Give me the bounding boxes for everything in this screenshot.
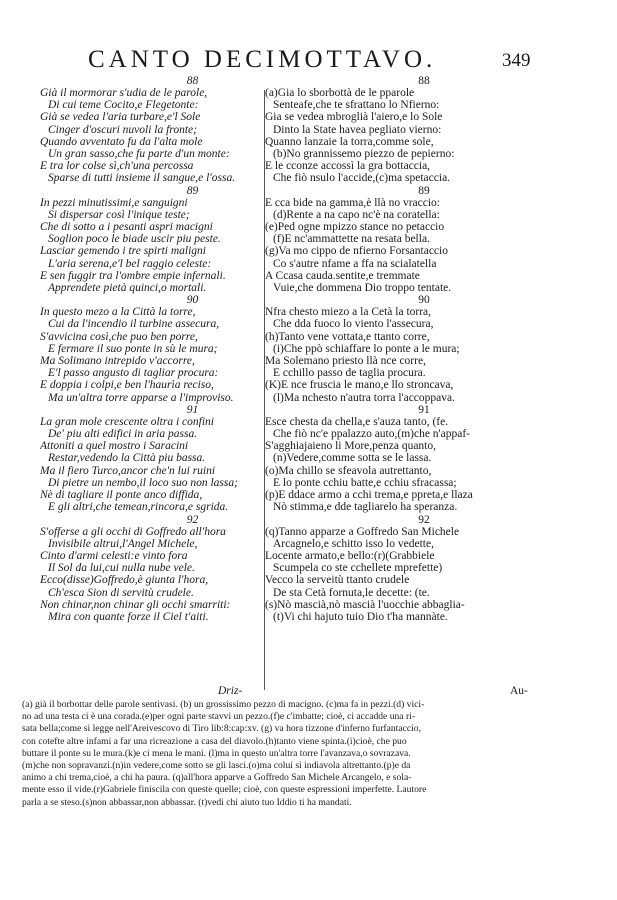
verse-line: De sta Cetà fornuta,le decette: (te. — [273, 586, 430, 599]
verse-line: E lo ponte cchiu batte,e cchiu sfracassa; — [273, 476, 457, 489]
stanza — [265, 75, 543, 185]
verse-line: Sparse di tutti insieme il sangue,e l'ossa. — [48, 172, 236, 185]
verse-line: A Ccasa cauda.sentite,e tremmate — [265, 269, 420, 282]
page-header — [70, 44, 560, 76]
verse-line: Ma Solemano priesto llà nce corre, — [265, 355, 426, 368]
stanza — [265, 404, 543, 514]
footnote-line: animo a chi trema,cioè, a chi ha paura. (q)all'hora apparve a Goffredo San Michele Arcangelo, e sola- — [22, 772, 412, 784]
verse-line: (K)E nce fruscia le mano,e llo stroncava, — [265, 379, 454, 392]
verse-line: E sen fuggir tra l'ombre empie infernali. — [40, 269, 226, 282]
verse-line: Nò stimma,e dde tagliarelo ha speranza. — [273, 501, 458, 514]
verse-line: Cui da l'incendio il turbine assecura, — [48, 318, 220, 331]
footnote-line: buttare il ponte su le mura.(k)e ci mena le mani. (l)ma in questo un'altra torre l'avanzava,o sovrazava. — [22, 747, 411, 759]
verse-line: Senteafe,che te sfrattano lo Nfierno: — [273, 99, 440, 112]
verse-line: E fermare il suo ponte in sù le mura; — [48, 342, 218, 355]
catchword-right: Au- — [510, 685, 528, 697]
footnote-line: (m)che non sopravanzi.(n)in vedere,come sotto se gli lasci.(o)ma colui si indiavola altrettanto.(p)e da — [22, 760, 411, 772]
verse-line: Che fiò nsulo l'accide,(c)ma spetaccia. — [273, 172, 451, 185]
verse-line: (q)Tanno apparze a Goffredo San Michele — [265, 525, 460, 538]
verse-line: E'l passo angusto di tagliar procura: — [48, 367, 219, 380]
verse-line: La gran mole crescente oltra i confini — [40, 415, 214, 428]
verse-line: E doppia i colpi,e ben l'haurìa reciso, — [40, 379, 214, 392]
verse-line: Quando avventato fu da l'alta mole — [40, 135, 203, 148]
neapolitan-text-column — [265, 75, 543, 690]
verse-line: Cinger d'oscuri nuvoli la fronte; — [48, 123, 197, 136]
stanza — [40, 75, 285, 185]
stanza-number: 92 — [186, 513, 199, 526]
verse-line: Locente armato,e bello:(r)(Grabbiele — [265, 549, 435, 562]
verse-line: (e)Ped ogne mpizzo stance no petaccio — [265, 221, 445, 234]
verse-line: Un gran sasso,che fu parte d'un monte: — [48, 148, 230, 161]
verse-line: In questo mezo a la Città la torre, — [40, 306, 196, 319]
verse-line: Arcagnelo,e schitto isso lo vedette, — [273, 537, 434, 550]
verse-line: (i)Che ppò schiaffare lo ponte a le mura; — [273, 342, 460, 355]
verse-line: (s)Nò mascià,nò mascià l'uocchie abbaglia- — [265, 598, 465, 611]
verse-line: Di pietre un nembo,il loco suo non lassa; — [48, 476, 238, 489]
footnote-line: parla a se steso.(s)non abbassar,non abbassar. (t)vedi chi aiuto tuo Iddio ti ha mandati. — [22, 796, 352, 808]
verse-line: Gia se vedea mbroglià l'aiero,e lo Sole — [265, 111, 443, 124]
verse-line: Ma il fiero Turco,ancor che'n lui ruini — [40, 464, 216, 477]
verse-line: Che di sotto a i pesanti aspri macigni — [40, 221, 213, 234]
stanza — [40, 404, 285, 514]
verse-line: Dinto la State havea pegliato vierno: — [273, 123, 442, 136]
stanza-number: 90 — [186, 294, 199, 307]
page-number: 349 — [502, 50, 531, 71]
verse-line: Di cui teme Cocito,e Flegetonte: — [48, 99, 199, 112]
verse-line: (b)No grannissemo piezzo de pepierno: — [273, 148, 455, 161]
verse-line: Scumpela co ste cchellete mprefette) — [273, 562, 443, 575]
stanza-number: 88 — [418, 75, 430, 87]
verse-line: Ma Solimano intrepido v'accorre, — [40, 355, 195, 368]
stanza — [265, 185, 543, 295]
verse-line: Co s'autre nfame a ffa na scialatella — [273, 257, 437, 270]
verse-line: Vuie,che dommena Dio troppo tentate. — [273, 282, 452, 295]
verse-line: Mira con quante forze il Ciel t'aiti. — [48, 610, 209, 623]
verse-line: Già il mormorar s'udia de le parole, — [40, 87, 208, 99]
stanza-number: 89 — [186, 184, 199, 197]
verse-line: Che fiò nc'e ppalazzo auto,(m)che n'appaf- — [273, 428, 470, 441]
catchword-left: Driz- — [218, 685, 243, 697]
footnote-line: sata bella;come si legge nell'Areivescovo di Tiro lib:8:cap:xv. (g) va hora tizzone d'inferno furfantaccio, — [22, 723, 421, 735]
verse-line: E tra lor colse sì,ch'una percossa — [40, 160, 194, 173]
footnote-line: mente esso il vide.(r)Gabriele finiscila con queste quelle; cioè, con queste espressioni imperfette. Lautore — [22, 784, 427, 796]
verse-line: Lasciar gemendo i tre spirti maligni — [40, 245, 207, 258]
verse-line: Nfra chesto miezo a la Cetà la torra, — [265, 306, 432, 319]
verse-line: Quanno lanzaie la torra,comme sole, — [265, 135, 434, 148]
footnote-line: (a) già il borbottar delle parole sentivasi. (b) un grossissimo pezzo di macigno. (c)ma fa in pezzi.(d) vici- — [22, 699, 425, 710]
running-title: CANTO DECIMOTTAVO. — [88, 46, 437, 73]
stanza — [40, 294, 285, 404]
verse-line: S'agghiajaieno li More,penza quanto, — [265, 440, 437, 453]
verse-line: Ecco(disse)Goffredo,è giunta l'hora, — [40, 574, 209, 587]
stanza-number: 89 — [418, 184, 430, 197]
verse-line: Soglion poco le biade uscir piu peste. — [48, 233, 221, 246]
verse-line: (f)E nc'ammattette na resata bella. — [273, 233, 430, 246]
verse-line: L'aria serena,e'l bel raggio celeste: — [48, 257, 212, 270]
italian-text-column — [40, 75, 285, 690]
verse-line: (d)Rente a na capo nc'è na coratella: — [273, 208, 440, 221]
verse-line: E gli altri,che temean,rincora,e sgrida. — [48, 501, 229, 514]
verse-line: Si dispersar così l'inique teste; — [48, 208, 190, 221]
verse-line: Ch'esca Sion di servitù crudele. — [48, 586, 194, 599]
verse-line: (l)Ma nchesto n'autra torra l'accoppava. — [273, 391, 455, 404]
stanza-number: 91 — [418, 403, 430, 416]
verse-line: E cchillo passo de taglia procura. — [273, 367, 426, 380]
stanza-number: 88 — [186, 75, 199, 87]
footnotes — [22, 699, 584, 809]
verse-line: Ma un'altra torre apparse a l'improviso. — [48, 391, 234, 404]
stanza-number: 91 — [186, 403, 199, 416]
verse-line: (n)Vedere,comme sotta se le lassa. — [273, 452, 432, 465]
verse-line: Invisibile altrui,l'Angel Michele, — [48, 537, 198, 550]
verse-line: (g)Va mo cippo de nfierno Forsantaccio — [265, 245, 448, 258]
verse-line: (t)Vi chi hajuto tuio Dio t'ha mannàte. — [273, 610, 448, 623]
verse-line: De' piu alti edifici in aria passa. — [48, 428, 198, 441]
verse-line: In pezzi minutissimi,e sanguigni — [40, 196, 188, 209]
verse-line: E cca bide na gamma,è llà no vraccio: — [265, 196, 440, 209]
verse-line: E le cconze accossì la gra bottaccia, — [265, 160, 431, 173]
verse-line: (o)Ma chillo se sfeavola autrettanto, — [265, 464, 432, 477]
stanza-number: 90 — [418, 294, 430, 307]
verse-line: Restar,vedendo la Città piu bassa. — [48, 452, 206, 465]
verse-line: Non chinar,non chinar gli occhi smarriti: — [40, 598, 231, 611]
verse-line: S'offerse a gli occhi di Goffredo all'hora — [40, 525, 226, 538]
verse-line: Che dda fuoco lo viento l'assecura, — [273, 318, 434, 331]
stanza — [265, 294, 543, 404]
verse-line: Cinto d'armi celesti:e vinto fora — [40, 549, 188, 562]
stanza — [40, 185, 285, 295]
verse-line: Apprendete pietà quinci,o mortali. — [48, 282, 207, 295]
verse-line: Attoniti a quel mostro i Saracini — [40, 440, 189, 453]
footnote-line: no ad una testa ci è una corada.(e)per ogni parte stavvi un pezzo.(f)e c'imbatte; cioè, ci accadde una ri- — [22, 711, 416, 723]
verse-line: Già se vedea l'aria turbare,e'l Sole — [40, 111, 201, 124]
stanza-number: 92 — [418, 513, 430, 526]
footnote-line: con cotefte altre infami a far una ricreazione a casa del diavolo.(h)tanto viene spinta.(i)cioè, che puo — [22, 735, 407, 747]
verse-line: (p)E ddace armo a cchi trema,e ppreta,e llaza — [265, 489, 473, 502]
verse-line: (h)Tanto vene vottata,e ttanto corre, — [265, 330, 430, 343]
verse-line: Il Sol da lui,cui nulla nube vele. — [48, 562, 195, 575]
verse-line: Vecco la serveitù ttanto crudele — [265, 574, 410, 587]
stanza — [265, 514, 543, 624]
verse-line: Esce chesta da chella,e s'auza tanto, (fe. — [265, 415, 449, 428]
verse-line: Nè di tagliare il ponte anco diffida, — [40, 489, 203, 502]
verse-line: S'avvicina così,che puo ben porre, — [40, 330, 198, 343]
stanza — [40, 514, 285, 624]
verse-line: (a)Gia lo sborbottà de le pparole — [265, 87, 415, 99]
